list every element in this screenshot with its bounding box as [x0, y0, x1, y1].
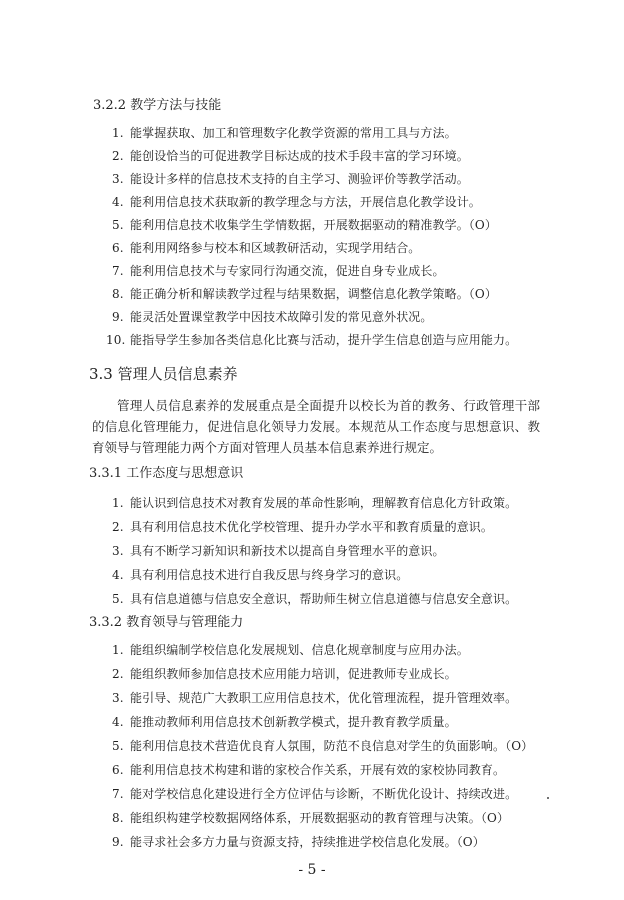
list-item: 4. 具有利用信息技术进行自我反思与终身学习的意识。 — [112, 568, 409, 582]
scan-speck — [547, 797, 549, 799]
section-paragraph: 管理人员信息素养的发展重点是全面提升以校长为首的教务、行政管理干部的信息化管理能力，促进信息化领导力发展。本规范从工作态度与思想意识、教育领导与管理能力两个方面对管理人员基本信息素养进行规定。 — [92, 398, 540, 455]
list-item: 2. 具有利用信息技术优化学校管理、提升办学水平和教育质量的意识。 — [112, 520, 494, 534]
section-heading-3-2-2: 3.2.2 教学方法与技能 — [93, 98, 222, 113]
section-heading-3-3-2: 3.3.2 教育领导与管理能力 — [89, 615, 244, 630]
list-item: 5. 具有信息道德与信息安全意识，帮助师生树立信息道德与信息安全意识。 — [112, 592, 518, 606]
list-item: 2. 能组织教师参加信息技术应用能力培训，促进教师专业成长。 — [112, 667, 457, 681]
list-item: 3. 能设计多样的信息技术支持的自主学习、测验评价等教学活动。 — [112, 172, 469, 186]
list-item: 5. 能利用信息技术营造优良育人氛围，防范不良信息对学生的负面影响。（O） — [112, 739, 534, 753]
list-item: 7. 能利用信息技术与专家同行沟通交流，促进自身专业成长。 — [112, 264, 445, 278]
section-heading-3-3-1: 3.3.1 工作态度与思想意识 — [89, 466, 244, 481]
list-item: 3. 具有不断学习新知识和新技术以提高自身管理水平的意识。 — [112, 544, 445, 558]
list-item: 7. 能对学校信息化建设进行全方位评估与诊断，不断优化设计、持续改进。 — [112, 787, 518, 801]
list-item: 6. 能利用信息技术构建和谐的家校合作关系，开展有效的家校协同教育。 — [112, 763, 506, 777]
list-item: 5. 能利用信息技术收集学生学情数据，开展数据驱动的精准教学。（O） — [112, 218, 497, 232]
list-item: 6. 能利用网络参与校本和区域教研活动，实现学用结合。 — [112, 241, 421, 255]
list-item: 1. 能组织编制学校信息化发展规划、信息化规章制度与应用办法。 — [112, 643, 469, 657]
section-heading-3-3: 3.3 管理人员信息素养 — [89, 365, 238, 383]
list-item: 2. 能创设恰当的可促进教学目标达成的技术手段丰富的学习环境。 — [112, 149, 469, 163]
list-item: 4. 能利用信息技术获取新的教学理念与方法，开展信息化教学设计。 — [112, 195, 481, 209]
list-item: 8. 能正确分析和解读教学过程与结果数据，调整信息化教学策略。（O） — [112, 287, 497, 301]
list-item: 1. 能认识到信息技术对教育发展的革命性影响，理解教育信息化方针政策。 — [112, 496, 518, 510]
list-item: 10. 能指导学生参加各类信息化比赛与活动，提升学生信息创造与应用能力。 — [106, 333, 518, 347]
list-item: 4. 能推动教师利用信息技术创新教学模式，提升教育教学质量。 — [112, 715, 457, 729]
list-item: 9. 能寻求社会多方力量与资源支持，持续推进学校信息化发展。（O） — [112, 835, 485, 849]
page-number: - 5 - — [298, 862, 326, 878]
list-item: 3. 能引导、规范广大教职工应用信息技术，优化管理流程，提升管理效率。 — [112, 691, 518, 705]
list-item: 9. 能灵活处置课堂教学中因技术故障引发的常见意外状况。 — [112, 310, 433, 324]
list-item: 8. 能组织构建学校数据网络体系，开展数据驱动的教育管理与决策。（O） — [112, 811, 510, 825]
list-item: 1. 能掌握获取、加工和管理数字化教学资源的常用工具与方法。 — [112, 126, 457, 140]
